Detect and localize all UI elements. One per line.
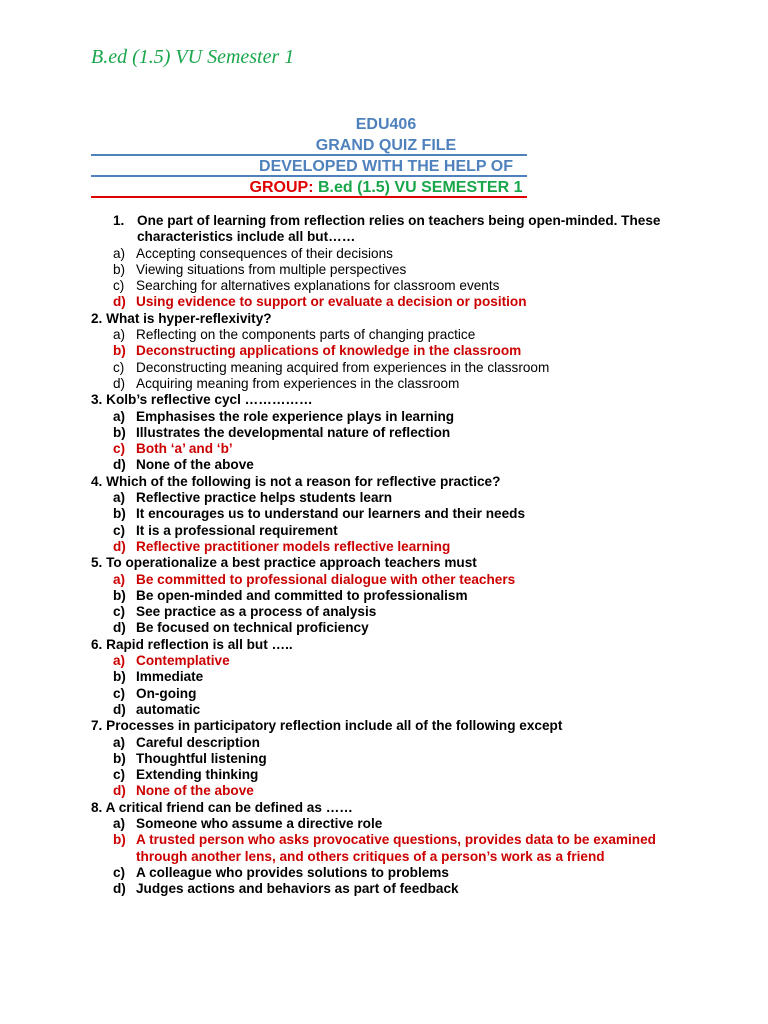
question-1 [91,213,691,246]
correct-answer [91,653,691,669]
option-item [91,751,691,767]
developed-line-text: DEVELOPED WITH THE HELP OF [259,158,513,175]
option-item [91,767,691,783]
option-letter: d) [113,881,126,897]
quiz-content [91,213,691,897]
question-number: 1. [113,213,125,228]
correct-answer [91,572,691,588]
option-letter: d) [113,783,126,799]
option-text: Reflecting on the components parts of changing practice [136,327,476,343]
option-text: Viewing situations from multiple perspectives [136,261,407,277]
option-text: Contemplative [136,653,230,669]
option-item [91,669,691,685]
option-letter: b) [113,669,126,685]
option-letter: d) [113,620,126,636]
option-text: Both ‘a’ and ‘b’ [136,441,233,457]
option-text: None of the above [136,457,254,473]
correct-answer [91,539,691,555]
option-letter: a) [113,245,126,261]
option-letter: b) [113,832,126,848]
option-text: It encourages us to understand our learners and their needs [136,506,526,522]
question-3 [91,392,691,408]
option-text: Deconstructing meaning acquired from experiences in the classroom [136,359,550,375]
title-underline-3 [91,196,527,198]
question-number: 8. [91,799,103,815]
option-letter: d) [113,538,126,554]
option-item [91,376,691,392]
option-item [91,865,691,881]
title-block [0,114,768,198]
option-text: Immediate [136,669,204,685]
option-letter: b) [113,343,126,359]
option-text: Extending thinking [136,767,259,783]
question-2 [91,311,691,327]
option-text: On-going [136,685,197,701]
option-item [91,620,691,636]
question-8 [91,800,691,816]
correct-answer [91,783,691,799]
question-text: Kolb’s reflective cycl …………… [106,392,313,408]
question-4 [91,474,691,490]
option-text: A colleague who provides solutions to problems [136,864,449,880]
option-letter: a) [113,571,126,587]
option-item [91,506,691,522]
option-letter: d) [113,294,126,310]
option-letter: c) [113,767,126,783]
course-code [0,114,768,135]
question-text: What is hyper-reflexivity? [106,310,272,326]
option-text: Be open-minded and committed to professionalism [136,587,468,603]
developed-line [0,156,768,177]
option-item [91,246,691,262]
option-text: Searching for alternatives explanations for classroom events [136,278,500,294]
question-7 [91,718,691,734]
option-item [91,262,691,278]
option-letter: c) [113,278,125,294]
correct-answer [91,832,691,865]
question-text: One part of learning from reflection relies on teachers being open-minded. These characteristics include all but…… [137,213,661,245]
question-number: 3. [91,392,103,408]
question-6 [91,637,691,653]
question-5 [91,555,691,571]
option-letter: a) [113,734,126,750]
question-text: Processes in participatory reflection include all of the following except [106,718,563,734]
document-title [0,135,768,156]
option-letter: a) [113,653,126,669]
option-letter: b) [113,750,126,766]
option-letter: c) [113,359,125,375]
document-title-text: GRAND QUIZ FILE [315,137,457,154]
question-text: To operationalize a best practice approach teachers must [106,555,477,571]
question-number: 2. [91,310,103,326]
question-number: 7. [91,718,103,734]
option-letter: c) [113,604,126,620]
option-letter: d) [113,457,126,473]
option-item [91,278,691,294]
option-text: Accepting consequences of their decisions [136,245,393,261]
option-text: Careful description [136,734,260,750]
option-text: Judges actions and behaviors as part of feedback [136,881,459,897]
option-text: Illustrates the developmental nature of reflection [136,424,451,440]
group-line [0,177,768,198]
option-text: Someone who assume a directive role [136,815,383,831]
option-letter: c) [113,522,126,538]
option-item [91,360,691,376]
option-letter: d) [113,701,126,717]
option-item [91,523,691,539]
option-text: Emphasises the role experience plays in learning [136,408,455,424]
option-letter: b) [113,261,126,277]
option-text: Thoughtful listening [136,750,267,766]
option-text: Be focused on technical proficiency [136,620,369,636]
correct-answer [91,441,691,457]
option-letter: c) [113,685,126,701]
option-item [91,327,691,343]
option-item [91,457,691,473]
option-item [91,588,691,604]
option-letter: b) [113,587,126,603]
option-letter: a) [113,408,126,424]
option-item [91,604,691,620]
option-letter: a) [113,815,126,831]
question-number: 4. [91,473,103,489]
option-text: Acquiring meaning from experiences in the classroom [136,375,460,391]
correct-answer [91,343,691,359]
option-text: automatic [136,701,201,717]
option-letter: b) [113,506,126,522]
option-text: See practice as a process of analysis [136,604,377,620]
option-item [91,409,691,425]
option-item [91,881,691,897]
option-text: Reflective practitioner models reflective learning [136,538,451,554]
option-item [91,425,691,441]
question-text: Rapid reflection is all but ….. [106,636,293,652]
option-item [91,686,691,702]
group-name: B.ed (1.5) VU SEMESTER 1 [317,179,523,196]
option-item [91,702,691,718]
option-text: Reflective practice helps students learn [136,490,393,506]
header-note: B.ed (1.5) VU Semester 1 [91,46,295,68]
option-text: Deconstructing applications of knowledge in the classroom [136,343,522,359]
option-text: A trusted person who asks provocative questions, provides data to be examined through another lens, and others critiques of a person’s work as a friend [136,832,656,864]
question-text: Which of the following is not a reason for reflective practice? [106,473,501,489]
option-item [91,490,691,506]
question-text: A critical friend can be defined as …… [105,799,353,815]
question-number: 5. [91,555,103,571]
option-letter: d) [113,375,126,391]
correct-answer [91,294,691,310]
course-code-text: EDU406 [355,116,417,133]
option-text: Be committed to professional dialogue with other teachers [136,571,516,587]
option-letter: c) [113,864,126,880]
option-letter: b) [113,424,126,440]
option-letter: a) [113,327,126,343]
option-letter: a) [113,490,126,506]
option-item [91,816,691,832]
option-item [91,735,691,751]
option-text: None of the above [136,783,254,799]
option-text: It is a professional requirement [136,522,338,538]
group-prefix: GROUP: [249,179,314,196]
option-letter: c) [113,441,126,457]
option-text: Using evidence to support or evaluate a decision or position [136,294,527,310]
question-number: 6. [91,636,103,652]
